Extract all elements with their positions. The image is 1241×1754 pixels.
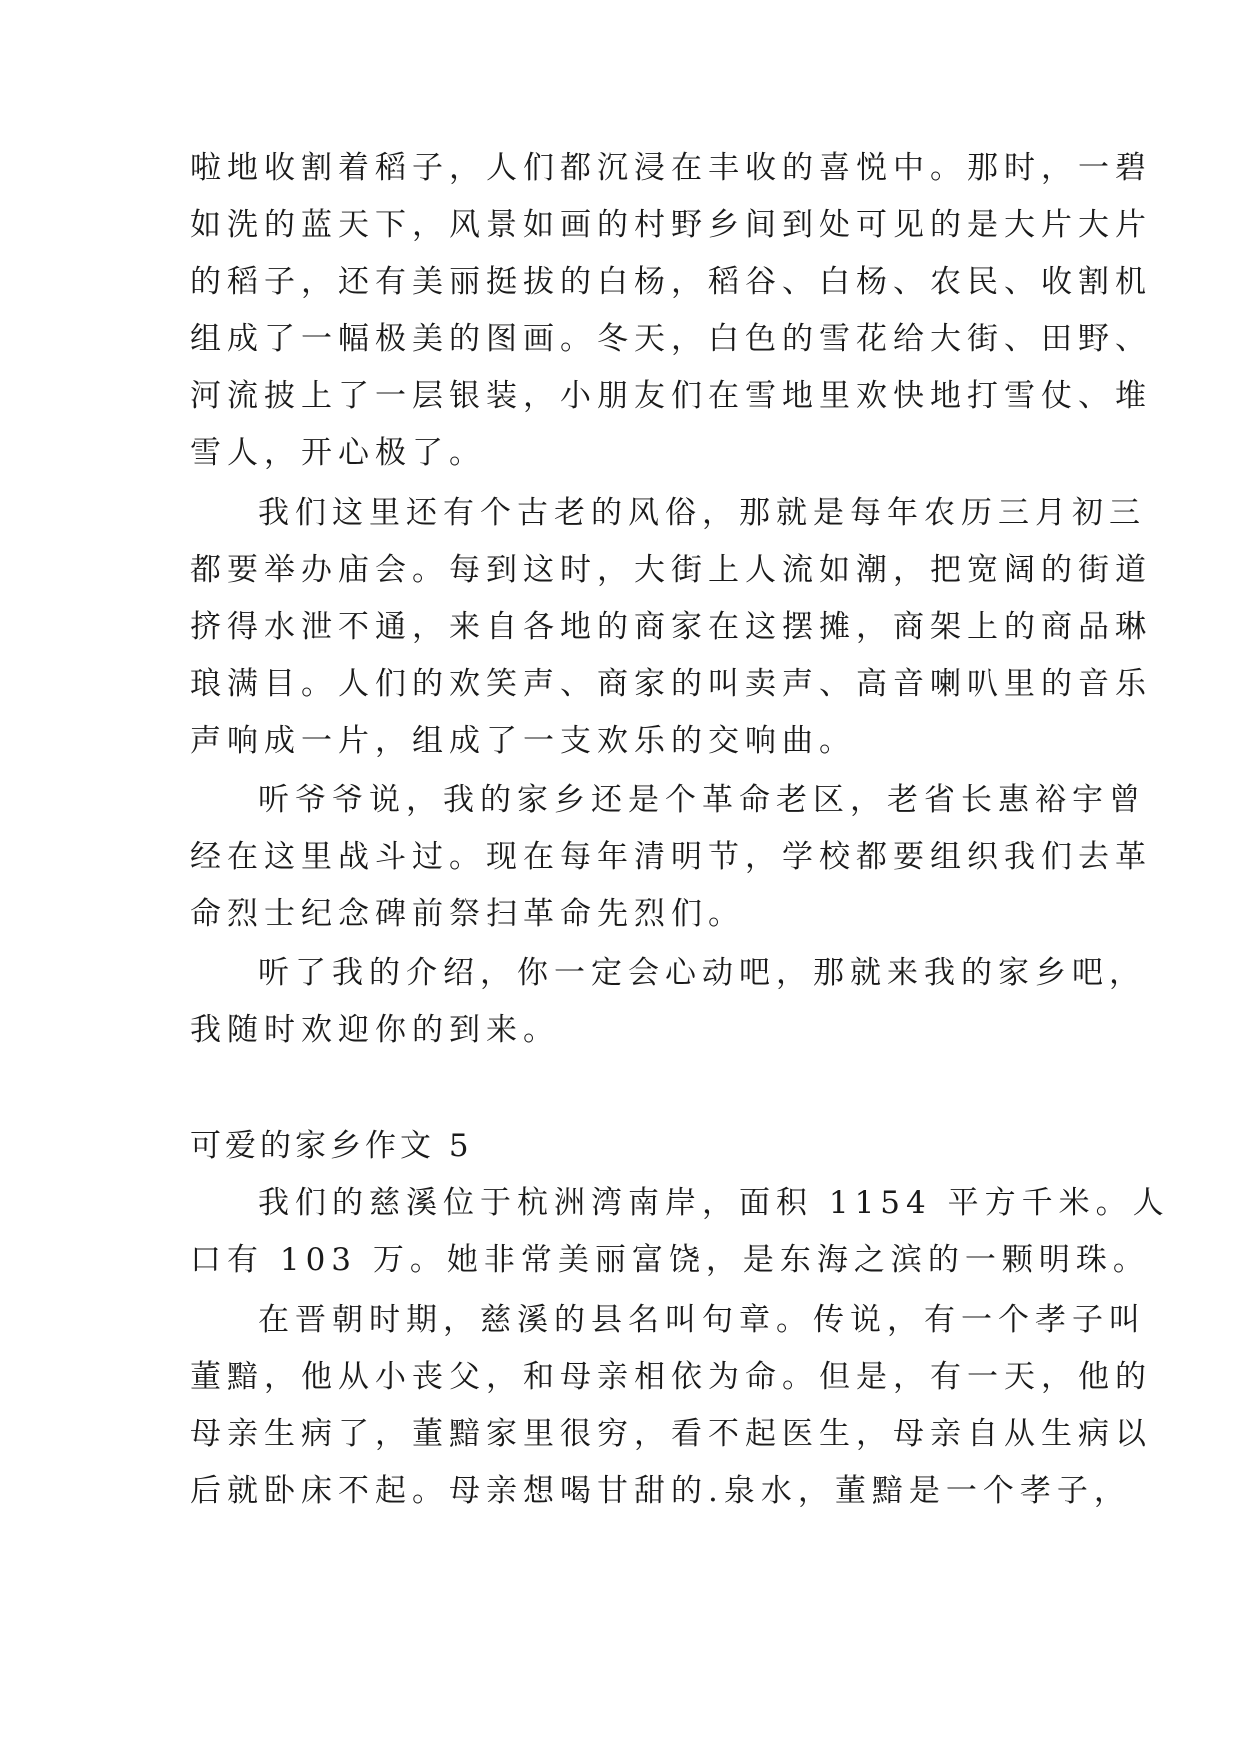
text-line: 声响成一片，组成了一支欢乐的交响曲。: [190, 723, 856, 759]
text-line: 啦地收割着稻子，人们都沉浸在丰收的喜悦中。那时，一碧: [190, 150, 1152, 186]
text-line: 组成了一幅极美的图画。冬天，白色的雪花给大街、田野、: [190, 321, 1152, 357]
text-line: 河流披上了一层银装，小朋友们在雪地里欢快地打雪仗、堆: [190, 378, 1152, 414]
text-line: 的稻子，还有美丽挺拔的白杨，稻谷、白杨、农民、收割机: [190, 264, 1152, 300]
text-line: 母亲生病了，董黯家里很穷，看不起医生，母亲自从生病以: [190, 1416, 1152, 1452]
text-line: 挤得水泄不通，来自各地的商家在这摆摊，商架上的商品琳: [190, 609, 1152, 645]
text-line: 我们的慈溪位于杭洲湾南岸，面积 1154 平方千米。人: [258, 1185, 1170, 1221]
text-line: 后就卧床不起。母亲想喝甘甜的.泉水，董黯是一个孝子，: [190, 1473, 1131, 1509]
text-line: 口有 103 万。她非常美丽富饶，是东海之滨的一颗明珠。: [190, 1242, 1150, 1278]
text-line: 在晋朝时期，慈溪的县名叫句章。传说，有一个孝子叫: [258, 1302, 1146, 1338]
text-line: 董黯，他从小丧父，和母亲相依为命。但是，有一天，他的: [190, 1359, 1152, 1395]
text-line: 经在这里战斗过。现在每年清明节，学校都要组织我们去革: [190, 839, 1152, 875]
text-line: 我随时欢迎你的到来。: [190, 1012, 560, 1048]
text-line: 命烈士纪念碑前祭扫革命先烈们。: [190, 896, 745, 932]
section-title: 可爱的家乡作文 5: [190, 1128, 473, 1164]
text-line: 雪人，开心极了。: [190, 435, 486, 471]
text-line: 如洗的蓝天下，风景如画的村野乡间到处可见的是大片大片: [190, 207, 1152, 243]
text-line: 听了我的介绍，你一定会心动吧，那就来我的家乡吧，: [258, 955, 1146, 991]
text-line: 琅满目。人们的欢笑声、商家的叫卖声、高音喇叭里的音乐: [190, 666, 1152, 702]
text-line: 我们这里还有个古老的风俗，那就是每年农历三月初三: [258, 495, 1146, 531]
text-line: 听爷爷说，我的家乡还是个革命老区，老省长惠裕宇曾: [258, 782, 1146, 818]
text-line: 都要举办庙会。每到这时，大街上人流如潮，把宽阔的街道: [190, 552, 1152, 588]
